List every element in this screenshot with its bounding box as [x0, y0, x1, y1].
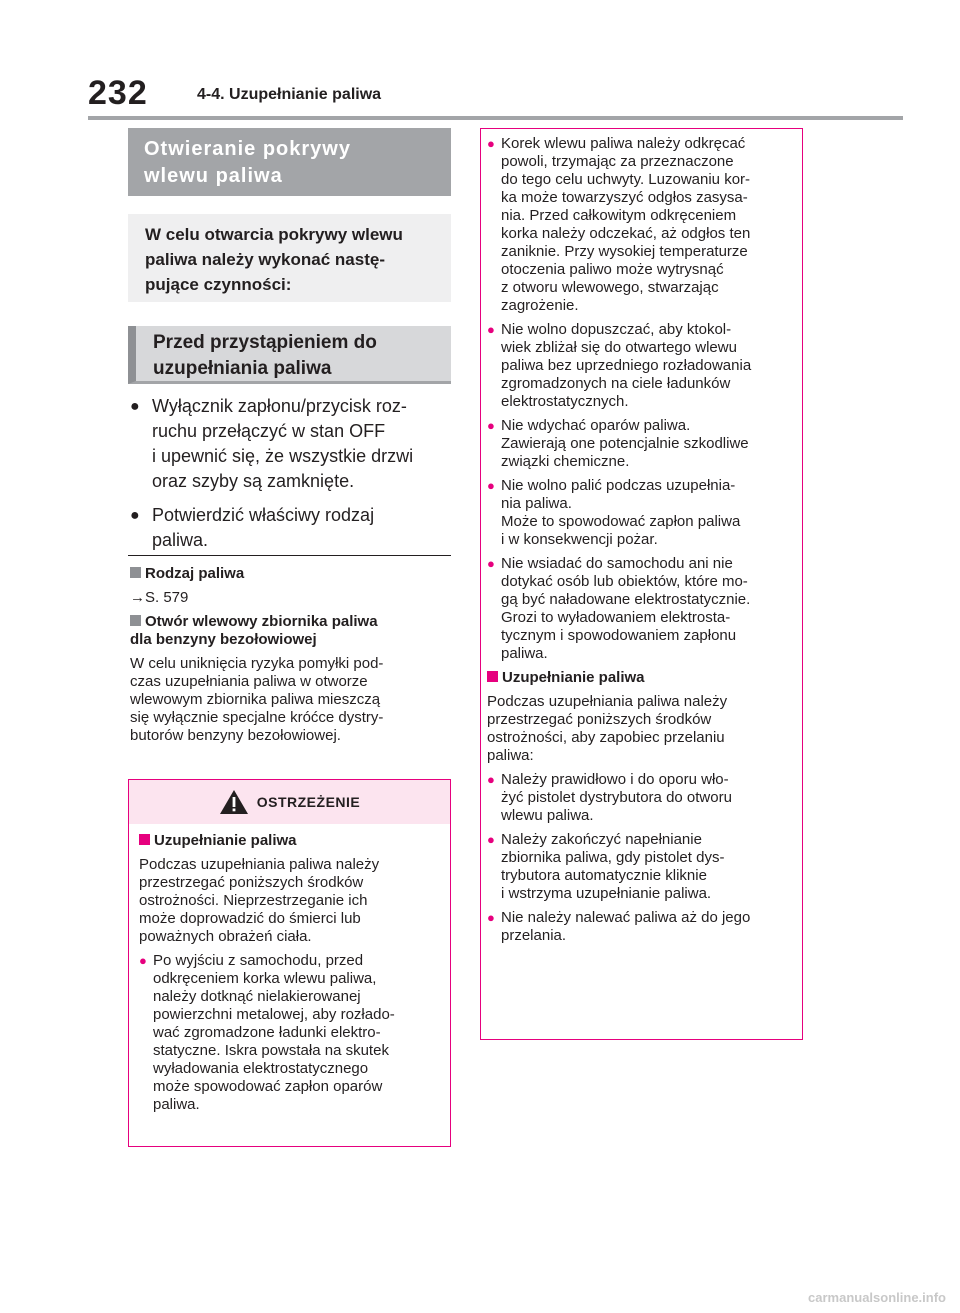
list-item-line: nia paliwa. — [501, 495, 572, 512]
list-item-line: Nie wolno dopuszczać, aby ktokol- — [501, 321, 732, 338]
filler-heading-line: dla benzyny bezołowiowej — [130, 631, 317, 648]
bullet-icon: ● — [130, 398, 140, 415]
warning-body — [129, 824, 450, 1114]
warning-continued-box — [480, 128, 803, 1040]
list-item-line: nia. Przed całkowitym odkręceniem — [501, 207, 737, 224]
list-item — [487, 135, 798, 315]
bullet-icon: ● — [130, 507, 140, 524]
header-rule — [88, 116, 903, 120]
bullet-icon: ● — [487, 478, 495, 493]
refuel-heading-text: Uzupełnianie paliwa — [502, 669, 645, 686]
list-item-line: paliwa. — [152, 530, 209, 550]
list-item-line: zgromadzonych na ciele ładunków — [501, 375, 731, 392]
bullet-icon: ● — [487, 832, 495, 847]
list-item-line: Nie wdychać oparów paliwa. — [501, 417, 691, 434]
bullet-icon: ● — [487, 910, 495, 925]
intro-line: pujące czynności: — [145, 275, 292, 294]
list-item-line: Wyłącznik zapłonu/przycisk roz- — [152, 396, 407, 416]
list-item-line: do tego celu uchwyty. Luzowaniu kor- — [501, 171, 751, 188]
list-item-line: przelania. — [501, 927, 567, 944]
watermark: carmanualsonline.info — [808, 1290, 946, 1305]
list-item-line: otoczenia paliwo może wytrysnąć — [501, 261, 724, 278]
main-heading-line: Otwieranie pokrywy — [144, 138, 351, 160]
list-item-line: zbiornika paliwa, gdy pistolet dys- — [501, 849, 725, 866]
sub-heading — [128, 326, 451, 384]
list-item-line: paliwa. — [501, 645, 548, 662]
list-item-line: żyć pistolet dystrybutora do otworu — [501, 789, 732, 806]
warning-header — [129, 780, 450, 824]
list-item-line: dotykać osób lub obiektów, które mo- — [501, 573, 748, 590]
refuel-intro-line: ostrożności, aby zapobiec przelaniu — [487, 729, 725, 746]
refuel-intro — [487, 693, 798, 765]
list-item — [487, 555, 798, 663]
warning-intro-line: przestrzegać poniższych środków — [139, 874, 364, 891]
list-item — [487, 321, 798, 411]
main-heading — [128, 128, 451, 196]
bullet-icon: ● — [487, 136, 495, 151]
warning-box — [128, 779, 451, 1147]
warning-intro-line: poważnych obrażeń ciała. — [139, 928, 312, 945]
warning-intro-line: ostrożności. Nieprzestrzeganie ich — [139, 892, 368, 909]
list-item — [130, 503, 455, 553]
list-item-line: związki chemiczne. — [501, 453, 630, 470]
list-item-line: korka należy odczekać, aż odgłos ten — [501, 225, 751, 242]
list-item-line: wać zgromadzone ładunki elektro- — [153, 1024, 381, 1041]
intro-line: paliwa należy wykonać nastę- — [145, 250, 385, 269]
warning-heading-text: Uzupełnianie paliwa — [154, 832, 297, 849]
filler-heading — [130, 613, 455, 649]
info-section — [130, 565, 455, 745]
list-item — [487, 477, 798, 549]
list-item-line: ka może towarzyszyć odgłos zasysa- — [501, 189, 748, 206]
list-item-line: Zawierają one potencjalnie szkodliwe — [501, 435, 749, 452]
list-item — [487, 417, 798, 471]
list-item-line: paliwa. — [153, 1096, 200, 1113]
list-item-line: paliwa bez uprzedniego rozładowania — [501, 357, 752, 374]
sub-heading-line: Przed przystąpieniem do — [153, 332, 377, 353]
list-item — [130, 394, 455, 494]
warning-heading — [139, 832, 444, 850]
filler-heading-line: Otwór wlewowy zbiornika paliwa — [145, 613, 378, 630]
bullet-icon: ● — [487, 322, 495, 337]
fuel-type-heading — [130, 565, 455, 583]
square-bullet-icon — [487, 671, 498, 682]
intro-line: W celu otwarcia pokrywy wlewu — [145, 225, 403, 244]
bullet-icon: ● — [487, 772, 495, 787]
page-number: 232 — [88, 74, 148, 112]
list-item-line: należy dotknąć nielakierowanej — [153, 988, 361, 1005]
filler-body-line: butorów benzyny bezołowiowej. — [130, 727, 341, 744]
list-item-line: tycznym i spowodowaniem zapłonu — [501, 627, 737, 644]
list-item-line: Grozi to wyładowaniem elektrosta- — [501, 609, 731, 626]
list-item-line: Nie wsiadać do samochodu ani nie — [501, 555, 733, 572]
main-heading-line: wlewu paliwa — [144, 165, 283, 187]
list-item-line: Należy zakończyć napełnianie — [501, 831, 702, 848]
list-item-line: Potwierdzić właściwy rodzaj — [152, 505, 375, 525]
filler-body-line: W celu uniknięcia ryzyka pomyłki pod- — [130, 655, 384, 672]
list-item — [487, 771, 798, 825]
list-item-line: powierzchni metalowej, aby rozłado- — [153, 1006, 395, 1023]
list-item-line: Należy prawidłowo i do oporu wło- — [501, 771, 729, 788]
fuel-type-heading-text: Rodzaj paliwa — [145, 565, 245, 582]
square-bullet-icon — [139, 834, 150, 845]
refuel-intro-line: paliwa: — [487, 747, 534, 764]
list-item-line: i wstrzyma uzupełnianie paliwa. — [501, 885, 712, 902]
preparation-list — [130, 394, 455, 562]
warning-title: OSTRZEŻENIE — [256, 794, 361, 810]
square-bullet-icon — [130, 615, 141, 626]
list-item-line: zaniknie. Przy wysokiej temperaturze — [501, 243, 748, 260]
filler-body — [130, 655, 455, 745]
bullet-icon: ● — [487, 418, 495, 433]
list-item — [139, 952, 444, 1114]
list-item-line: i w konsekwencji pożar. — [501, 531, 658, 548]
intro-box — [128, 214, 451, 302]
list-item-line: Korek wlewu paliwa należy odkręcać — [501, 135, 746, 152]
square-bullet-icon — [130, 567, 141, 578]
warning-intro-line: może doprowadzić do śmierci lub — [139, 910, 361, 927]
refuel-intro-line: Podczas uzupełniania paliwa należy — [487, 693, 728, 710]
warning-intro — [139, 856, 444, 946]
divider — [128, 555, 451, 556]
list-item-line: i upewnić się, że wszystkie drzwi — [152, 446, 414, 466]
list-item-line: ruchu przełączyć w stan OFF — [152, 421, 386, 441]
list-item-line: statyczne. Iskra powstała na skutek — [153, 1042, 389, 1059]
list-item-line: gą być naładowane elektrostatycznie. — [501, 591, 751, 608]
list-item-line: może spowodować zapłon oparów — [153, 1078, 383, 1095]
list-item-line: powoli, trzymając za przeznaczone — [501, 153, 734, 170]
list-item-line: oraz szyby są zamknięte. — [152, 471, 355, 491]
section-title: 4-4. Uzupełnianie paliwa — [197, 86, 382, 103]
list-item-line: Nie należy nalewać paliwa aż do jego — [501, 909, 751, 926]
page-reference: →S. 579 — [130, 589, 189, 606]
list-item-line: z otworu wlewowego, stwarzając — [501, 279, 719, 296]
list-item-line: zagrożenie. — [501, 297, 579, 314]
list-item — [487, 831, 798, 903]
list-item-line: elektrostatycznych. — [501, 393, 629, 410]
sub-heading-line: uzupełniania paliwa — [153, 358, 332, 379]
list-item-line: Po wyjściu z samochodu, przed — [153, 952, 364, 969]
list-item-line: wyładowania elektrostatycznego — [153, 1060, 369, 1077]
list-item-line: odkręceniem korka wlewu paliwa, — [153, 970, 377, 987]
warning-triangle-icon — [219, 789, 249, 815]
list-item-line: Nie wolno palić podczas uzupełnia- — [501, 477, 736, 494]
refuel-intro-line: przestrzegać poniższych środków — [487, 711, 712, 728]
refuel-heading — [487, 669, 798, 687]
filler-body-line: czas uzupełniania paliwa w otworze — [130, 673, 368, 690]
warning-intro-line: Podczas uzupełniania paliwa należy — [139, 856, 380, 873]
list-item-line: wlewu paliwa. — [501, 807, 594, 824]
filler-body-line: się wyłącznie specjalne króćce dystry- — [130, 709, 384, 726]
filler-body-line: wlewowym zbiornika paliwa mieszczą — [130, 691, 381, 708]
list-item-line: trybutora automatycznie kliknie — [501, 867, 707, 884]
bullet-icon: ● — [487, 556, 495, 571]
list-item-line: wiek zbliżał się do otwartego wlewu — [501, 339, 737, 356]
bullet-icon: ● — [139, 953, 147, 968]
list-item — [487, 909, 798, 945]
list-item-line: Może to spowodować zapłon paliwa — [501, 513, 741, 530]
